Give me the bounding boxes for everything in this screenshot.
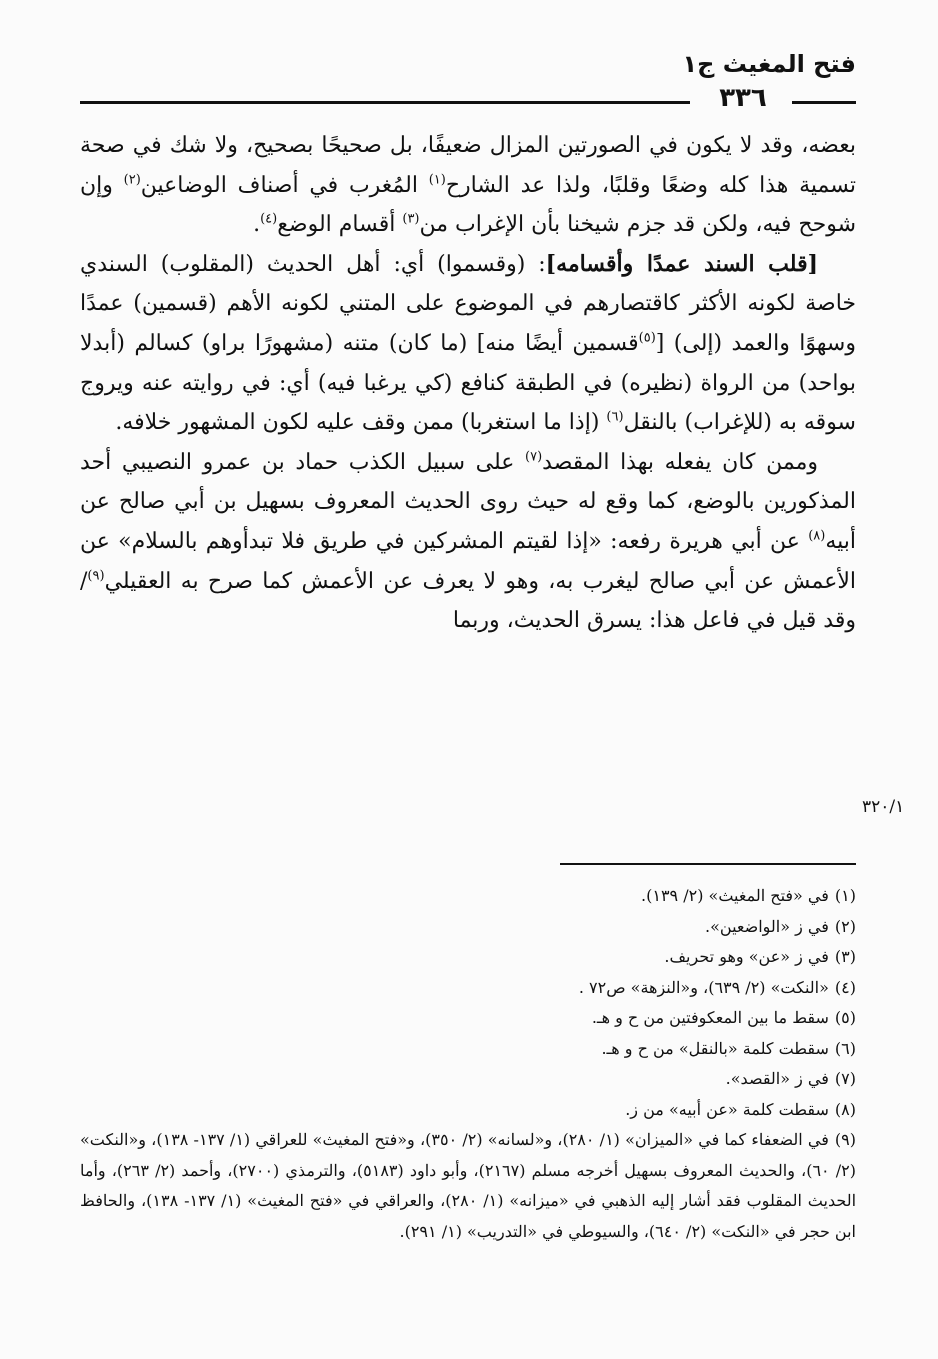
footnote-ref: (٨) [808,528,826,544]
footnote-ref: (٦) [606,409,624,425]
footnote-ref: (٤) [260,211,278,227]
text-run: وإن شوحح فيه، ولكن قد جزم شيخنا بأن الإغراب من [80,172,856,238]
footnote-ref: (١) [428,172,446,188]
paragraph-1 [80,126,856,245]
text-run: قسمين أيضًا منه] (ما كان) متنه (مشهورًا براو) كسالم (أبدلا بواحد) من الرواة (نظيره) في الطبقة كنافع (كي يرغبا فيه) أي: في روايته عنه ويروج سوقه به (للإغراب) بالنقل [80,330,856,436]
footnote-number: (٣) [834,947,856,966]
section-heading: [قلب السند عمدًا وأقسامه] [545,250,818,277]
footnote [80,1125,856,1247]
paragraph-2 [80,245,856,443]
footnote [80,1064,856,1095]
footnote [80,1095,856,1126]
footnote-text: في الضعفاء كما في «الميزان» (١/ ٢٨٠)، و«لسانه» (٢/ ٣٥٠)، و«فتح المغيث» للعراقي (١/ ١٣٧- ١٣٨)، و«النكت» (٢/ ٦٠)، والحديث المعروف بسهيل أخرجه مسلم (٢١٦٧)، وأبو داود (٥١٨٣)، والترمذي (٢٧٠٠)، وأحمد (٢/ ٢٦٣)، وأما الحديث المقلوب فقد أشار إليه الذهبي في «ميزانه» (١/ ٢٨٠)، والعراقي في «فتح المغيث» (١/ ١٣٧- ١٣٨)، والحافظ ابن حجر في «النكت» (٢/ ٦٤٠)، والسيوطي في «التدريب» (١/ ٢٩١). [80,1130,857,1241]
footnote-text: في ز «الواضعين». [705,916,829,936]
main-text [80,126,856,641]
footnote-number: (٥) [834,1008,856,1027]
footnote [80,1003,856,1034]
text-run: (إذا ما استغربا) ممن وقف عليه لكون المشهور خلافه. [115,410,607,436]
footnote-ref: (٥) [638,330,656,346]
text-run: على سبيل الكذب حماد بن عمرو النصيبي أحد المذكورين بالوضع، كما وقع له حيث روى الحديث المعروف بسهيل بن أبي صالح عن أبيه [80,449,856,554]
footnote-text: سقط ما بين المعكوفتين من ح و هـ. [591,1008,829,1027]
footnote-text: «النكت» (٢/ ٦٣٩)، و«النزهة» ص٧٢ . [578,977,829,997]
footnote-text: في ز «عن» وهو تحريف. [664,947,829,966]
footnote-number: (٦) [834,1038,856,1058]
margin-page-reference: ٣٢٠/١ [862,797,905,817]
footnote [80,973,856,1004]
running-title: فتح المغيث ج١ [682,50,856,78]
text-run: : (وقسموا) أي: أهل الحديث (المقلوب) السندي خاصة لكونه الأكثر كاقتصارهم في الموضوع على المتني لكونه الأهم (قسمين) عمدًا وسهوًا والعمد (إلى) [ [80,251,856,356]
footnote-ref: (٧) [525,449,543,465]
footnotes [80,881,856,1247]
footnote [80,912,856,943]
paragraph-3 [80,443,856,641]
footnote-number: (٩) [834,1130,857,1149]
footnote [80,1034,856,1065]
text-run: وممن كان يفعله بهذا المقصد [542,449,818,475]
footnote-text: سقطت كلمة «بالنقل» من ح و هـ. [601,1038,829,1058]
footnote-number: (٧) [834,1069,856,1088]
footnote-separator [560,863,856,865]
text-run: أقسام الوضع [277,212,403,238]
page-number: ٣٣٦ [719,83,767,113]
text-run: المُغرب في أصناف الوضاعين [140,172,429,198]
footnote-number: (٤) [834,977,856,997]
text-run: . [253,212,261,238]
footnote-ref: (٢) [123,172,141,188]
footnote-number: (٨) [834,1099,856,1119]
footnote-ref: (٣) [402,211,420,227]
text-run: بعضه، وقد لا يكون في الصورتين المزال ضعيفًا، بل صحيحًا بصحيح، ولا شك في صحة تسمية هذا كله وضعًا وقلبًا، ولذا عد الشارح [80,133,856,198]
text-run: عن أبي هريرة رفعه: «إذا لقيتم المشركين في طريق فلا تبدأوهم بالسلام» عن الأعمش عن أبي صالح ليغرب به، وهو لا يعرف عن الأعمش كما صرح به العقيلي [80,528,856,594]
footnote [80,942,856,973]
footnote-number: (٢) [834,916,856,936]
footnote [80,881,856,912]
text-run: / وقد قيل في فاعل هذا: يسرق الحديث، وربما [80,568,856,634]
footnote-text: في ز «القصد». [725,1069,829,1088]
header-rule [80,101,690,104]
footnote-number: (١) [834,886,856,905]
footnote-text: في «فتح المغيث» (٢/ ١٣٩). [641,886,829,905]
footnote-text: سقطت كلمة «عن أبيه» من ز. [625,1099,829,1119]
footnote-ref: (٩) [87,568,105,584]
header-rule-short [792,101,856,104]
